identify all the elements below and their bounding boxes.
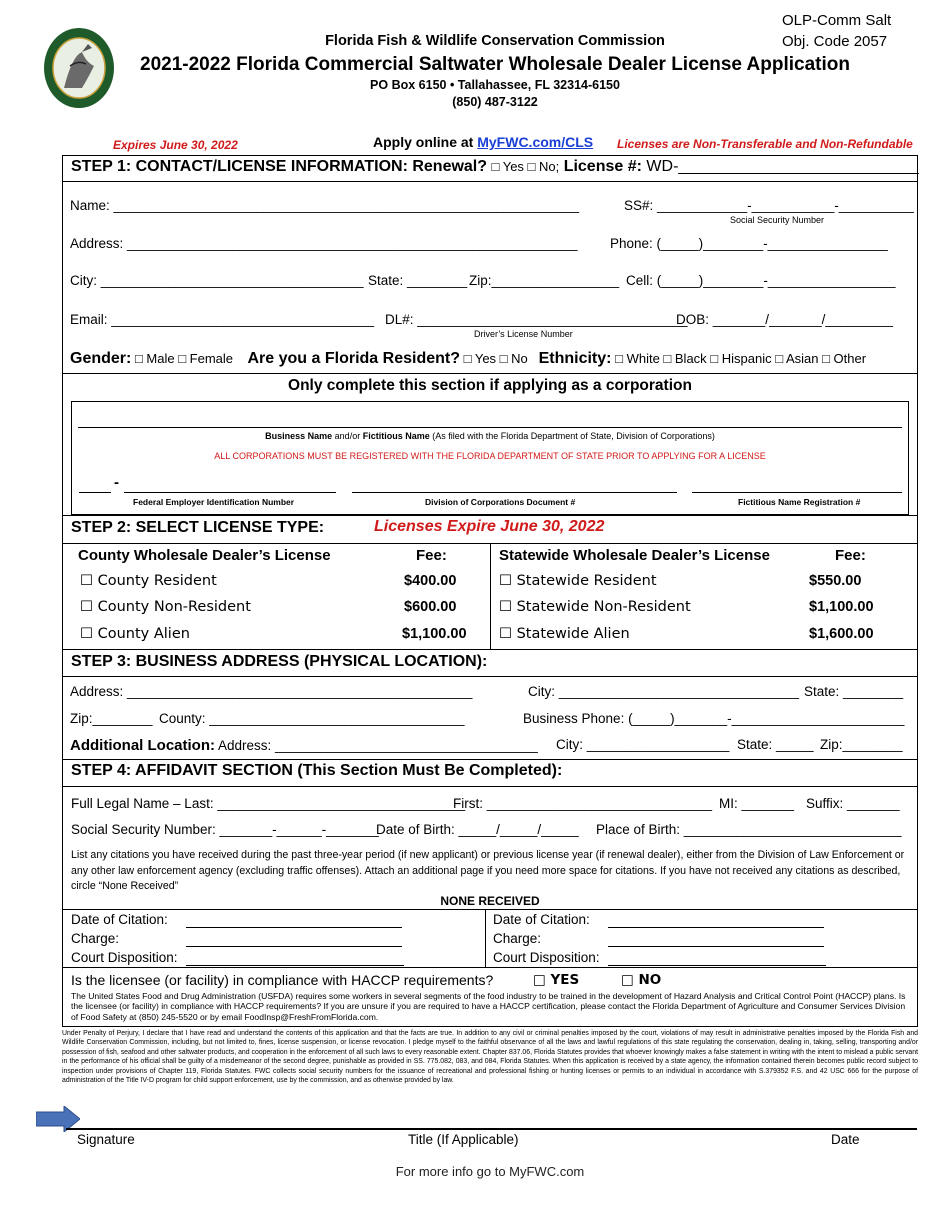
statewide-alien-option[interactable]: ☐ Statewide Alien — [499, 626, 630, 642]
citation1-charge-label: Charge: — [71, 931, 120, 946]
fictitious-reg-label: Fictitious Name Registration # — [738, 497, 861, 507]
resident-checkboxes[interactable]: □ Yes □ No — [463, 351, 528, 366]
county-resident-option[interactable]: ☐ County Resident — [80, 573, 217, 589]
corporation-warning: ALL CORPORATIONS MUST BE REGISTERED WITH THE FLORIDA DEPARTMENT OF STATE PRIOR TO APPLYING FOR A LICENSE — [214, 451, 766, 461]
legal-last-name-field[interactable]: Full Legal Name – Last: _________________________________ — [71, 796, 466, 811]
demographics-row — [70, 350, 866, 368]
apply-online-label: Apply online at — [373, 134, 474, 150]
citation-column-divider — [485, 909, 486, 967]
citation2-disposition-label: Court Disposition: — [493, 950, 600, 965]
dob-field[interactable]: DOB: _______/_______/_________ — [676, 312, 893, 327]
ethnicity-checkboxes[interactable]: □ White □ Black □ Hispanic □ Asian □ Other — [615, 351, 867, 366]
ethnicity-label: Ethnicity: — [538, 350, 612, 367]
date-label: Date — [831, 1132, 860, 1147]
citations-instructions: List any citations you have received during the past three-year period (if new applicant) or previous license year (if renewal dealer), either from the Division of Law Enforcement or any other law enforcement agency (excluding traffic offenses). Attach an additional page if you need more space for citations. If you have not received any citations as described, circle “None Received” — [71, 849, 905, 892]
address-field[interactable]: Address: ____________________________________________________________ — [70, 236, 578, 251]
ssn-field[interactable]: SS#: ____________-___________-__________ — [624, 198, 914, 213]
divider — [62, 676, 918, 677]
perjury-statement: Under Penalty of Perjury, I declare that I have read and understand the contents of this application and that the facts are true. In addition to any civil or criminal penalties imposed by the court, violations of may result in administrative penalties imposed by the Florida Fish and Wildlife Conservation Commission, including, but not limited to, fines, license suspension, or license revocation. I pledge myself to the faithful observance of all the laws and lawful regulations of this state regulating the conservation, dealing in, taking, selling, transporting and/or possession of fish, seafood and other saltwater products, and cooperation in the enforcement of all such laws to every reasonable extent. Chapter 837.06, Florida Statutes provides that whoever knowingly makes a false statement in writing with the intent to mislead a public servant in the performance of his official shall be guilty of a misdemeanor of the second degree, punishable as provided in SS. 775.082, 083, and 084, Florida Statutes. When this application is received by a state agency, the information contained therein becomes public record subject to inspection under provisions of Chapter 119, Florida Statutes. FWC collects social security numbers for the issuance of recreational and professional fishing or hunting licenses or permits to an individual in accordance with S.379352 F.S. and 42 USC 666 for the purpose of administration of the Title IV-D program for child support enforcement, use by the commission, and as otherwise provided by law. — [62, 1030, 918, 1085]
citation1-date-label: Date of Citation: — [71, 912, 168, 927]
statewide-resident-fee: $550.00 — [809, 573, 862, 589]
fein-line-b[interactable] — [124, 492, 336, 493]
doc-number-label: Division of Corporations Document # — [425, 497, 576, 507]
statewide-nonresident-fee: $1,100.00 — [809, 599, 874, 615]
divider — [62, 909, 918, 910]
additional-location-label: Additional Location: — [70, 737, 215, 754]
haccp-no-checkbox[interactable]: □ NO — [621, 972, 662, 988]
legal-mi-field[interactable]: MI: _______ — [719, 796, 795, 811]
form-title: 2021-2022 Florida Commercial Saltwater Wholesale Dealer License Application — [140, 54, 850, 75]
citation1-charge-line[interactable] — [186, 946, 402, 947]
business-county-field[interactable]: County: __________________________________ — [159, 711, 465, 726]
resident-label: Are you a Florida Resident? — [247, 350, 460, 367]
renewal-checkboxes[interactable]: □ Yes □ No; — [491, 159, 560, 174]
statewide-alien-fee: $1,600.00 — [809, 626, 874, 642]
business-name-line[interactable] — [78, 427, 902, 428]
fein-label: Federal Employer Identification Number — [133, 497, 295, 507]
business-name-and: and/or — [332, 431, 363, 441]
ssn-sublabel: Social Security Number — [730, 215, 825, 225]
agency-name: Florida Fish & Wildlife Conservation Commission — [325, 33, 665, 49]
city-field[interactable]: City: ___________________________________ — [70, 273, 364, 288]
divider — [62, 786, 918, 787]
statewide-header: Statewide Wholesale Dealer’s License — [499, 547, 770, 564]
divider — [62, 967, 918, 968]
step1-title: STEP 1: CONTACT/LICENSE INFORMATION: Renewal? — [71, 158, 488, 175]
county-alien-option[interactable]: ☐ County Alien — [80, 626, 190, 642]
statewide-nonresident-option[interactable]: ☐ Statewide Non-Resident — [499, 599, 691, 615]
dl-field[interactable]: DL#: ____________________________________ — [385, 312, 688, 327]
corporation-heading: Only complete this section if applying as a corporation — [288, 377, 692, 394]
gender-checkboxes[interactable]: □ Male □ Female — [134, 351, 234, 366]
citation1-disposition-line[interactable] — [186, 965, 404, 966]
agency-address: PO Box 6150 • Tallahassee, FL 32314-6150 — [370, 78, 620, 92]
license-number-field[interactable]: WD-___________________________ — [646, 158, 919, 175]
citation2-charge-line[interactable] — [608, 946, 824, 947]
fictitious-name-bold: Fictitious Name — [362, 431, 430, 441]
business-state-field[interactable]: State: ________ — [804, 684, 904, 699]
fein-line-a[interactable] — [79, 492, 111, 493]
agency-phone: (850) 487-3122 — [452, 95, 538, 109]
state-field[interactable]: State: ________ — [368, 273, 468, 288]
county-header: County Wholesale Dealer’s License — [78, 547, 331, 564]
apply-online-line — [373, 134, 593, 150]
business-name-bold: Business Name — [265, 431, 333, 441]
name-field[interactable]: Name: ______________________________________________________________ — [70, 198, 580, 213]
cell-field[interactable]: Cell: (_____)________-_________________ — [626, 273, 896, 288]
signature-label: Signature — [77, 1132, 135, 1147]
title-label: Title (If Applicable) — [408, 1132, 519, 1147]
affidavit-dob-field[interactable]: Date of Birth: _____/_____/_____ — [376, 822, 579, 837]
non-transferable-note: Licenses are Non-Transferable and Non-Refundable — [617, 137, 913, 151]
place-of-birth-field[interactable]: Place of Birth: _____________________________ — [596, 822, 902, 837]
zip-field[interactable]: Zip:_________________ — [469, 273, 620, 288]
additional-state-field[interactable]: State: _____ — [737, 737, 814, 752]
license-column-divider — [490, 543, 491, 649]
business-phone-field[interactable]: Business Phone: (_____)_______-_______________________ — [523, 711, 905, 726]
statewide-resident-option[interactable]: ☐ Statewide Resident — [499, 573, 657, 589]
doc-number-line[interactable] — [352, 492, 677, 493]
county-fee-header: Fee: — [416, 547, 447, 564]
signature-line[interactable] — [66, 1128, 917, 1130]
county-nonresident-fee: $600.00 — [404, 599, 457, 615]
business-name-note: (As filed with the Florida Department of State, Division of Corporations) — [429, 431, 715, 441]
citation2-charge-label: Charge: — [493, 931, 542, 946]
county-nonresident-option[interactable]: ☐ County Non-Resident — [80, 599, 251, 615]
additional-zip-field[interactable]: Zip:________ — [820, 737, 903, 752]
divider — [62, 649, 918, 650]
step3-title: STEP 3: BUSINESS ADDRESS (PHYSICAL LOCATION): — [71, 653, 488, 670]
affidavit-ssn-field[interactable]: Social Security Number: _______-______-_______ — [71, 822, 379, 837]
citation2-date-line[interactable] — [608, 927, 824, 928]
county-alien-fee: $1,100.00 — [402, 626, 467, 642]
additional-location-row — [70, 737, 538, 754]
fein-dash: - — [114, 474, 119, 491]
dl-sublabel: Driver’s License Number — [474, 329, 573, 339]
step2-expire-note: Licenses Expire June 30, 2022 — [374, 518, 605, 535]
business-name-label — [71, 431, 909, 441]
license-number-label: License #: — [563, 158, 642, 175]
business-city-field[interactable]: City: ________________________________ — [528, 684, 800, 699]
gender-label: Gender: — [70, 350, 132, 367]
citation2-disposition-line[interactable] — [608, 965, 826, 966]
additional-address-field[interactable]: Address: ___________________________________ — [218, 738, 538, 753]
email-field[interactable]: Email: ___________________________________ — [70, 312, 375, 327]
footer-info: For more info go to MyFWC.com — [395, 1164, 585, 1179]
citation1-date-line[interactable] — [186, 927, 402, 928]
divider — [62, 181, 918, 182]
haccp-explanation: The United States Food and Drug Administration (USFDA) requires some workers in several segments of the food industry to be trained in the development of Hazard Analysis and Critical Control Point (HACCP) plans. Is the licensee (or facility) in compliance with HACCP requirements? If you are unsure if you are required to have a HACCP certification, please contact the Florida Department of Agriculture and Consumer Services Division of Food Safety at (850) 245-5520 or by email FoodInsp@FreshFromFlorida.com. — [71, 991, 906, 1022]
step1-header — [71, 158, 919, 176]
phone-field[interactable]: Phone: (_____)________-________________ — [610, 236, 888, 251]
step4-title: STEP 4: AFFIDAVIT SECTION (This Section Must Be Completed): — [71, 762, 563, 779]
expiration-note: Expires June 30, 2022 — [113, 138, 238, 152]
citation2-date-label: Date of Citation: — [493, 912, 590, 927]
legal-suffix-field[interactable]: Suffix: _______ — [806, 796, 900, 811]
apply-online-link[interactable]: MyFWC.com/CLS — [477, 134, 594, 150]
business-address-field[interactable]: Address: ______________________________________________ — [70, 684, 473, 699]
citation1-disposition-label: Court Disposition: — [71, 950, 178, 965]
haccp-yes-checkbox[interactable]: □ YES — [533, 972, 580, 988]
fictitious-reg-line[interactable] — [692, 492, 902, 493]
haccp-question: Is the licensee (or facility) in compliance with HACCP requirements? — [71, 972, 494, 988]
none-received-option[interactable]: NONE RECEIVED — [440, 894, 540, 908]
form-code-line1: OLP-Comm Salt — [782, 12, 892, 29]
county-resident-fee: $400.00 — [404, 573, 457, 589]
business-zip-field[interactable]: Zip:________ — [70, 711, 153, 726]
statewide-fee-header: Fee: — [835, 547, 866, 564]
divider — [62, 515, 918, 516]
additional-city-field[interactable]: City: ___________________ — [556, 737, 730, 752]
form-code-line2: Obj. Code 2057 — [782, 33, 888, 50]
divider — [62, 759, 918, 760]
legal-first-name-field[interactable]: First: ______________________________ — [453, 796, 712, 811]
step2-title: STEP 2: SELECT LICENSE TYPE: — [71, 519, 325, 536]
divider — [62, 373, 918, 374]
